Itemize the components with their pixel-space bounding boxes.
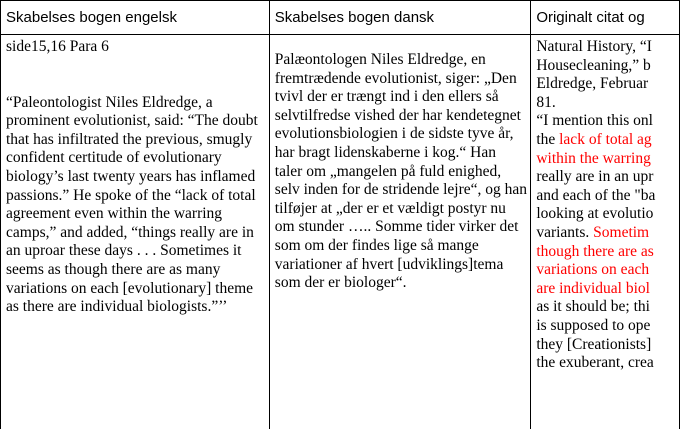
original-line (536, 205, 679, 224)
header-cell-danish (269, 1, 531, 35)
danish-cell (269, 35, 531, 429)
header-cell-english (1, 1, 270, 35)
original-line-text: is supposed to ope (536, 316, 651, 334)
original-line-text: they [Creationists] (536, 335, 652, 353)
original-line (536, 261, 679, 280)
english-reference: side15,16 Para 6 (6, 38, 109, 55)
original-line-text: really are in an upr (536, 168, 654, 186)
original-line (536, 112, 679, 131)
original-line-text: as it should be; thi (536, 298, 650, 316)
original-line (536, 187, 679, 206)
content-row (1, 35, 680, 429)
header-row (1, 1, 680, 35)
original-cell (531, 35, 680, 429)
header-english: Skabelses bogen engelsk (6, 9, 177, 26)
header-original: Originalt citat og (536, 9, 645, 26)
original-line-text: are individual biol (536, 279, 650, 297)
original-quote (531, 35, 679, 373)
original-line-text: Housecleaning,” b (536, 56, 651, 74)
header-cell-original (531, 1, 680, 35)
original-line-text: looking at evolutio (536, 205, 654, 223)
original-line (536, 280, 679, 299)
original-line (536, 38, 679, 57)
original-line (536, 243, 679, 262)
english-cell (1, 35, 270, 429)
original-line-highlight: lack of total ag (559, 130, 652, 148)
original-line-text: “I mention this onl (536, 112, 653, 130)
original-line-text: and each of the "ba (536, 186, 656, 204)
original-line (536, 224, 679, 243)
original-line (536, 336, 679, 355)
original-line-text: variations on each (536, 261, 650, 279)
original-line (536, 298, 679, 317)
header-danish: Skabelses bogen dansk (274, 9, 435, 26)
original-line (536, 94, 679, 113)
original-line (536, 57, 679, 76)
original-line-text: Natural History, “I (536, 38, 652, 55)
original-line-text: 81. (536, 93, 556, 111)
original-line (536, 168, 679, 187)
original-line (536, 354, 679, 373)
original-line-text: the (536, 130, 560, 148)
original-line-text: variants. (536, 223, 594, 241)
english-quote: “Paleontologist Niles Eldredge, a prominent evolutionist, said: “The doubt that has infiltrated the previous, smugly confident certitude of evolutionary biology’s last twenty years has inflamed passions.” He spoke of the “lack of total agreement even within the warring camps,” and added, “things really are in an uproar these days . . . Sometimes it seems as though there are as many variations on each [evolutionary] theme as there are individual biologists.”’’ (6, 93, 258, 316)
original-line-text: the exuberant, crea (536, 354, 654, 372)
original-line-text: within the warring (536, 149, 651, 167)
original-line (536, 317, 679, 336)
original-line (536, 131, 679, 150)
original-line-text: though there are as (536, 242, 654, 260)
original-line (536, 150, 679, 169)
original-line (536, 75, 679, 94)
original-line-highlight: Sometim (593, 223, 650, 241)
original-line-text: Eldredge, Februar (536, 75, 649, 93)
danish-quote: Palæontologen Niles Eldredge, en fremtrædende evolutionist, siger: „Den tvivl der er trængt ind i den ellers så selvtilfredse vished der har kendetegnet evolutionsbiologien i de sidste tyve år, har bragt lidenskaberne i kog.“ Han taler om „mangelen på fuld enighed, selv inden for de stridende lejre“, og han tilføjer at „der er et vældigt postyr nu om stunder ….. Somme tider virker det som om der findes lige så mange variationer af hvert [udviklings]tema som der er biologer“. (274, 51, 527, 292)
